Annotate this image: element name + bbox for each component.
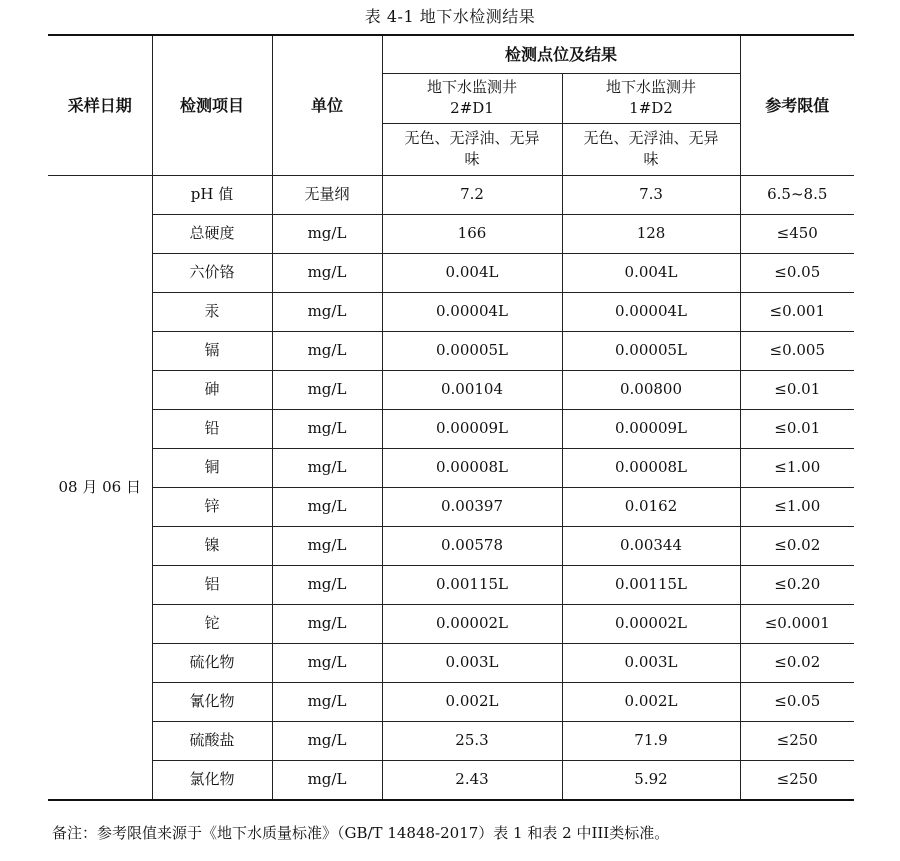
unit-cell: mg/L [272, 214, 382, 253]
limit-cell: ≤0.05 [740, 253, 854, 292]
d2-value-cell: 0.00002L [562, 604, 740, 643]
results-table [48, 34, 854, 801]
item-cell: 硫酸盐 [152, 721, 272, 760]
d2-value-cell: 0.00009L [562, 409, 740, 448]
item-cell: 铜 [152, 448, 272, 487]
table-row [48, 526, 854, 565]
item-cell: pH 值 [152, 175, 272, 214]
d2-value-cell: 0.00115L [562, 565, 740, 604]
item-cell: 氰化物 [152, 682, 272, 721]
d2-value-cell: 0.0162 [562, 487, 740, 526]
d1-value-cell: 0.00004L [382, 292, 562, 331]
d2-value-cell: 128 [562, 214, 740, 253]
d1-value-cell: 166 [382, 214, 562, 253]
d1-value-cell: 0.00115L [382, 565, 562, 604]
unit-cell: mg/L [272, 487, 382, 526]
header-well-d2: 地下水监测井 1#D2 [562, 73, 740, 123]
item-cell: 氯化物 [152, 760, 272, 800]
limit-cell: ≤0.005 [740, 331, 854, 370]
table-row [48, 565, 854, 604]
table-row [48, 409, 854, 448]
d2-value-cell: 0.00004L [562, 292, 740, 331]
unit-cell: mg/L [272, 604, 382, 643]
sample-date-cell: 08 月 06 日 [48, 175, 152, 800]
table-row [48, 253, 854, 292]
header-reference-limit: 参考限值 [740, 35, 854, 175]
d1-value-cell: 0.003L [382, 643, 562, 682]
unit-cell: mg/L [272, 565, 382, 604]
d1-value-cell: 0.00002L [382, 604, 562, 643]
d2-value-cell: 0.00800 [562, 370, 740, 409]
d2-value-cell: 0.00344 [562, 526, 740, 565]
d2-value-cell: 0.00005L [562, 331, 740, 370]
header-well-d1: 地下水监测井 2#D1 [382, 73, 562, 123]
item-cell: 铅 [152, 409, 272, 448]
unit-cell: mg/L [272, 526, 382, 565]
table-row [48, 175, 854, 214]
table-row [48, 643, 854, 682]
table-row [48, 292, 854, 331]
limit-cell: ≤0.01 [740, 370, 854, 409]
d1-value-cell: 2.43 [382, 760, 562, 800]
well-d2-description: 无色、无浮油、无异 味 [562, 123, 740, 175]
unit-cell: mg/L [272, 409, 382, 448]
d2-value-cell: 0.002L [562, 682, 740, 721]
d1-value-cell: 7.2 [382, 175, 562, 214]
header-unit: 单位 [272, 35, 382, 175]
well-d1-description: 无色、无浮油、无异 味 [382, 123, 562, 175]
item-cell: 镉 [152, 331, 272, 370]
d1-value-cell: 0.004L [382, 253, 562, 292]
d2-value-cell: 0.003L [562, 643, 740, 682]
d1-value-cell: 0.00104 [382, 370, 562, 409]
d2-value-cell: 71.9 [562, 721, 740, 760]
limit-cell: ≤0.05 [740, 682, 854, 721]
limit-cell: ≤0.001 [740, 292, 854, 331]
limit-cell: ≤0.02 [740, 526, 854, 565]
limit-cell: 6.5~8.5 [740, 175, 854, 214]
table-row [48, 370, 854, 409]
d1-value-cell: 0.00005L [382, 331, 562, 370]
unit-cell: mg/L [272, 370, 382, 409]
limit-cell: ≤1.00 [740, 487, 854, 526]
d2-value-cell: 5.92 [562, 760, 740, 800]
d1-value-cell: 0.00578 [382, 526, 562, 565]
d1-value-cell: 0.00008L [382, 448, 562, 487]
limit-cell: ≤250 [740, 760, 854, 800]
table-row [48, 721, 854, 760]
table-caption: 表 4-1 地下水检测结果 [364, 7, 536, 26]
table-row [48, 682, 854, 721]
item-cell: 硫化物 [152, 643, 272, 682]
d1-value-cell: 0.002L [382, 682, 562, 721]
unit-cell: mg/L [272, 721, 382, 760]
table-row [48, 760, 854, 800]
footnote: 备注：参考限值来源于《地下水质量标准》（GB/T 14848-2017）表 1 和表 2 中III类标准。 [52, 824, 670, 842]
limit-cell: ≤0.0001 [740, 604, 854, 643]
d2-value-cell: 7.3 [562, 175, 740, 214]
d2-value-cell: 0.004L [562, 253, 740, 292]
limit-cell: ≤0.01 [740, 409, 854, 448]
table-row [48, 331, 854, 370]
unit-cell: mg/L [272, 448, 382, 487]
item-cell: 镍 [152, 526, 272, 565]
limit-cell: ≤0.20 [740, 565, 854, 604]
table-row [48, 487, 854, 526]
table-row [48, 214, 854, 253]
item-cell: 锌 [152, 487, 272, 526]
limit-cell: ≤250 [740, 721, 854, 760]
header-test-item: 检测项目 [152, 35, 272, 175]
table-row [48, 604, 854, 643]
limit-cell: ≤1.00 [740, 448, 854, 487]
unit-cell: mg/L [272, 292, 382, 331]
d1-value-cell: 0.00009L [382, 409, 562, 448]
unit-cell: mg/L [272, 253, 382, 292]
item-cell: 总硬度 [152, 214, 272, 253]
header-results-group: 检测点位及结果 [382, 35, 740, 73]
limit-cell: ≤450 [740, 214, 854, 253]
item-cell: 汞 [152, 292, 272, 331]
unit-cell: 无量纲 [272, 175, 382, 214]
d2-value-cell: 0.00008L [562, 448, 740, 487]
item-cell: 砷 [152, 370, 272, 409]
limit-cell: ≤0.02 [740, 643, 854, 682]
table-row [48, 448, 854, 487]
d1-value-cell: 0.00397 [382, 487, 562, 526]
unit-cell: mg/L [272, 682, 382, 721]
item-cell: 铊 [152, 604, 272, 643]
unit-cell: mg/L [272, 331, 382, 370]
unit-cell: mg/L [272, 643, 382, 682]
results-body [48, 175, 854, 800]
item-cell: 六价铬 [152, 253, 272, 292]
item-cell: 铝 [152, 565, 272, 604]
header-sample-date: 采样日期 [48, 35, 152, 175]
unit-cell: mg/L [272, 760, 382, 800]
d1-value-cell: 25.3 [382, 721, 562, 760]
